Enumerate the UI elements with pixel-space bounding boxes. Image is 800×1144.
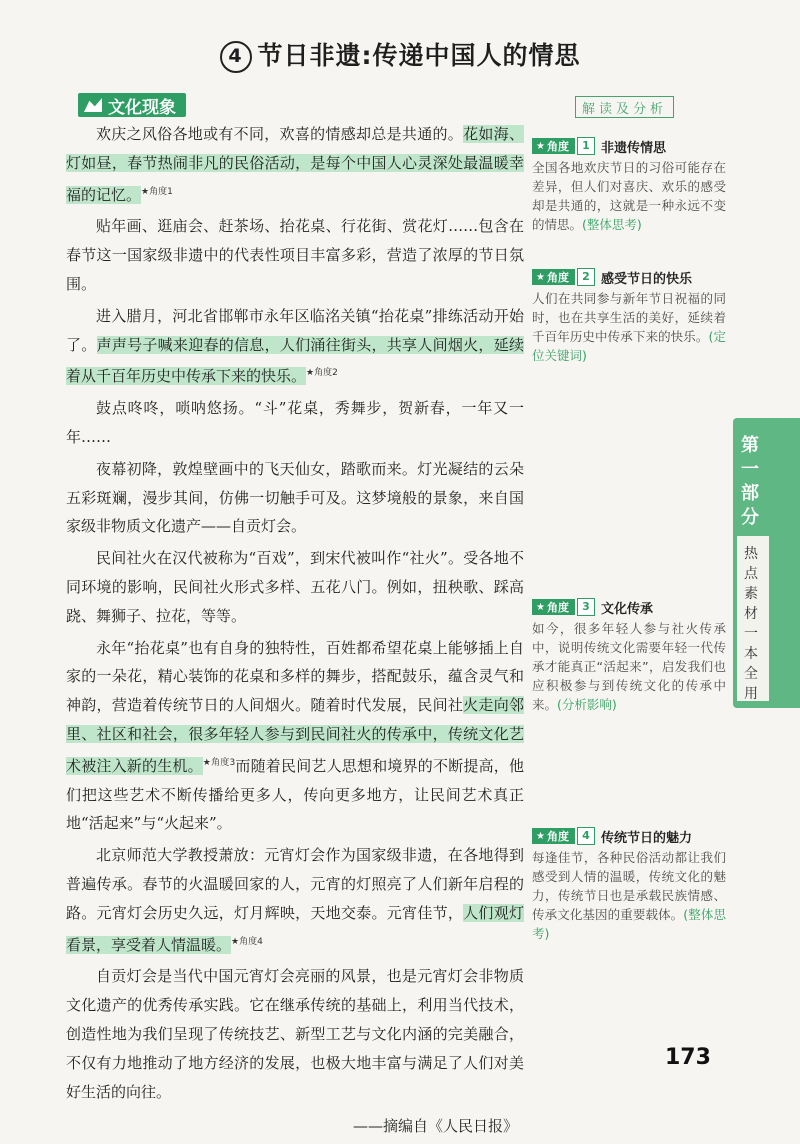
article-paragraph (66, 212, 524, 298)
analysis-label: 解读及分析 (575, 96, 674, 118)
angle-title: 感受节日的快乐 (600, 271, 692, 287)
paragraph-text: 进入腊月，河北省邯郸市永年区临洺关镇“抬花桌”排练活动开始了。 (66, 306, 524, 354)
angle-note: (定位关键词) (532, 329, 726, 363)
article-paragraph (66, 394, 524, 452)
article-source: ——摘编自《人民日报》 (352, 1117, 518, 1136)
highlighted-text: 人们观灯看景，享受着人情温暖。 (66, 903, 524, 954)
star-icon: ★ (536, 271, 545, 283)
angle-note: (整体思考) (582, 217, 642, 232)
chapter-subtitle-box (737, 536, 769, 701)
section-label (78, 93, 186, 117)
article-paragraph (66, 962, 524, 1106)
paragraph-text: 北京师范大学教授萧放：元宵灯会作为国家级非遗，在各地得到普遍传承。春节的火温暖回家的人，元宵的灯照亮了人们新年启程的路。元宵灯会历史久远，灯月辉映，天地交泰。元宵佳节， (66, 846, 524, 922)
angle-marker: ★角度2 (306, 368, 338, 379)
title-number: 4 (220, 41, 252, 73)
angle-marker: ★角度4 (231, 936, 263, 947)
angle-number: 2 (577, 268, 595, 286)
angle-marker: ★角度1 (141, 186, 173, 197)
star-icon: ★ (536, 830, 545, 842)
page-title (0, 36, 800, 73)
highlighted-text: 火走向邻里、社区和社会，很多年轻人参与到民间社火的传承中，传统文化艺术被注入新的生机。 (66, 696, 524, 775)
article-paragraph (66, 120, 524, 209)
angle-note-2 (532, 268, 726, 365)
highlighted-text: 声声号子喊来迎春的信息，人们涌往街头，共享人间烟火，延续着从千百年历史中传承下来的快乐。 (66, 335, 524, 386)
angle-title: 文化传承 (600, 601, 653, 617)
title-text: 节日非遗:传递中国人的情思 (257, 41, 581, 70)
article-paragraph (66, 841, 524, 959)
paragraph-text: 欢庆之风俗各地或有不同，欢喜的情感却总是共通的。 (96, 125, 464, 143)
article-paragraph (66, 544, 524, 630)
article-paragraph (66, 302, 524, 391)
article-paragraph (66, 455, 524, 541)
highlighted-text: 花如海、灯如昼，春节热闹非凡的民俗活动，是每个中国人心灵深处最温暖幸福的记忆。 (66, 125, 524, 204)
angle-badge: ★ 角度 (532, 828, 575, 844)
angle-number: 1 (577, 137, 595, 155)
paragraph-text: 而随着民间艺人思想和境界的不断提高，他们把这些艺术不断传播给更多人，传向更多地方，让民间艺术真正地“活起来”与“火起来”。 (66, 756, 524, 833)
paragraph-text: 永年“抬花桌”也有自身的独特性，百姓都希望花桌上能够插上自家的一朵花，精心装饰的花桌和多样的舞步，搭配鼓乐，蕴含灵气和神韵，营造着传统节日的人间烟火。随着时代发展，民间社 (66, 638, 524, 715)
paragraph-text: 夜幕初降，敦煌壁画中的飞天仙女，踏歌而来。灯光凝结的云朵五彩斑斓，漫步其间，仿佛一切触手可及。这梦境般的景象，来自国家级非物质文化遗产——自贡灯会。 (66, 459, 524, 536)
angle-body: 全国各地欢庆节日的习俗可能存在差异，但人们对喜庆、欢乐的感受却是共通的，这就是一种永远不变的情思。(整体思考) (532, 160, 726, 232)
angle-head (532, 137, 726, 155)
angle-note: (整体思考) (532, 907, 726, 941)
angle-note-3 (532, 598, 726, 714)
angle-body: 每逢佳节，各种民俗活动都让我们感受到人情的温暖，传统文化的魅力，传统节日也是承载民族情感、传承文化基因的重要载体。(整体思考) (532, 850, 726, 941)
paragraph-text: 贴年画、逛庙会、赶茶场、抬花桌、行花街、赏花灯……包含在春节这一国家级非遗中的代表性项目丰富多彩，营造了浓厚的节日氛围。 (66, 217, 524, 293)
star-icon: ★ (536, 601, 545, 613)
mountain-icon (84, 98, 102, 112)
angle-head (532, 598, 726, 616)
angle-note-4 (532, 827, 726, 943)
angle-badge: ★ 角度 (532, 599, 575, 615)
angle-number: 4 (577, 827, 595, 845)
angle-note-1 (532, 137, 726, 234)
article-body (66, 120, 524, 1144)
angle-note: (分析影响) (557, 697, 617, 712)
star-icon: ★ (536, 140, 545, 152)
page-number: 173 (665, 1045, 711, 1070)
angle-title: 传统节日的魅力 (600, 830, 692, 846)
angle-body: 如今，很多年轻人参与社火传承中，说明传统文化需要年轻一代传承才能真正“活起来”，启发我们也应积极参与到传统文化的传承中来。(分析影响) (532, 621, 726, 712)
angle-head (532, 268, 726, 286)
angle-badge: ★ 角度 (532, 269, 575, 285)
angle-body: 人们在共同参与新年节日祝福的同时，也在共享生活的美好，延续着千百年历史中传承下来的快乐。(定位关键词) (532, 291, 726, 363)
section-label-text: 文化现象 (108, 97, 176, 118)
angle-number: 3 (577, 598, 595, 616)
angle-title: 非遗传情思 (600, 140, 666, 156)
paragraph-text: 鼓点咚咚，唢呐悠扬。“斗”花桌，秀舞步，贺新春，一年又一年…… (66, 399, 524, 446)
article-paragraph (66, 634, 524, 839)
angle-badge: ★ 角度 (532, 138, 575, 154)
angle-head (532, 827, 726, 845)
paragraph-text: 自贡灯会是当代中国元宵灯会亮丽的风景，也是元宵灯会非物质文化遗产的优秀传承实践。它在继承传统的基础上，利用当代技术，创造性地为我们呈现了传统技艺、新型工艺与文化内涵的完美融合，不仅有力地推动了地方经济的发展，也极大地丰富与满足了人们对美好生活的向往。 (66, 967, 524, 1101)
chapter-part-label: 第一部分 (741, 435, 759, 528)
chapter-subtitle: 热点素材一本全用 (744, 546, 758, 702)
angle-marker: ★角度3 (202, 757, 236, 768)
paragraph-text: 民间社火在汉代被称为“百戏”，到宋代被叫作“社火”。受各地不同环境的影响，民间社火形式多样、五花八门。例如，扭秧歌、踩高跷、舞狮子、拉花，等等。 (66, 549, 524, 625)
chapter-side-tab (733, 418, 800, 708)
